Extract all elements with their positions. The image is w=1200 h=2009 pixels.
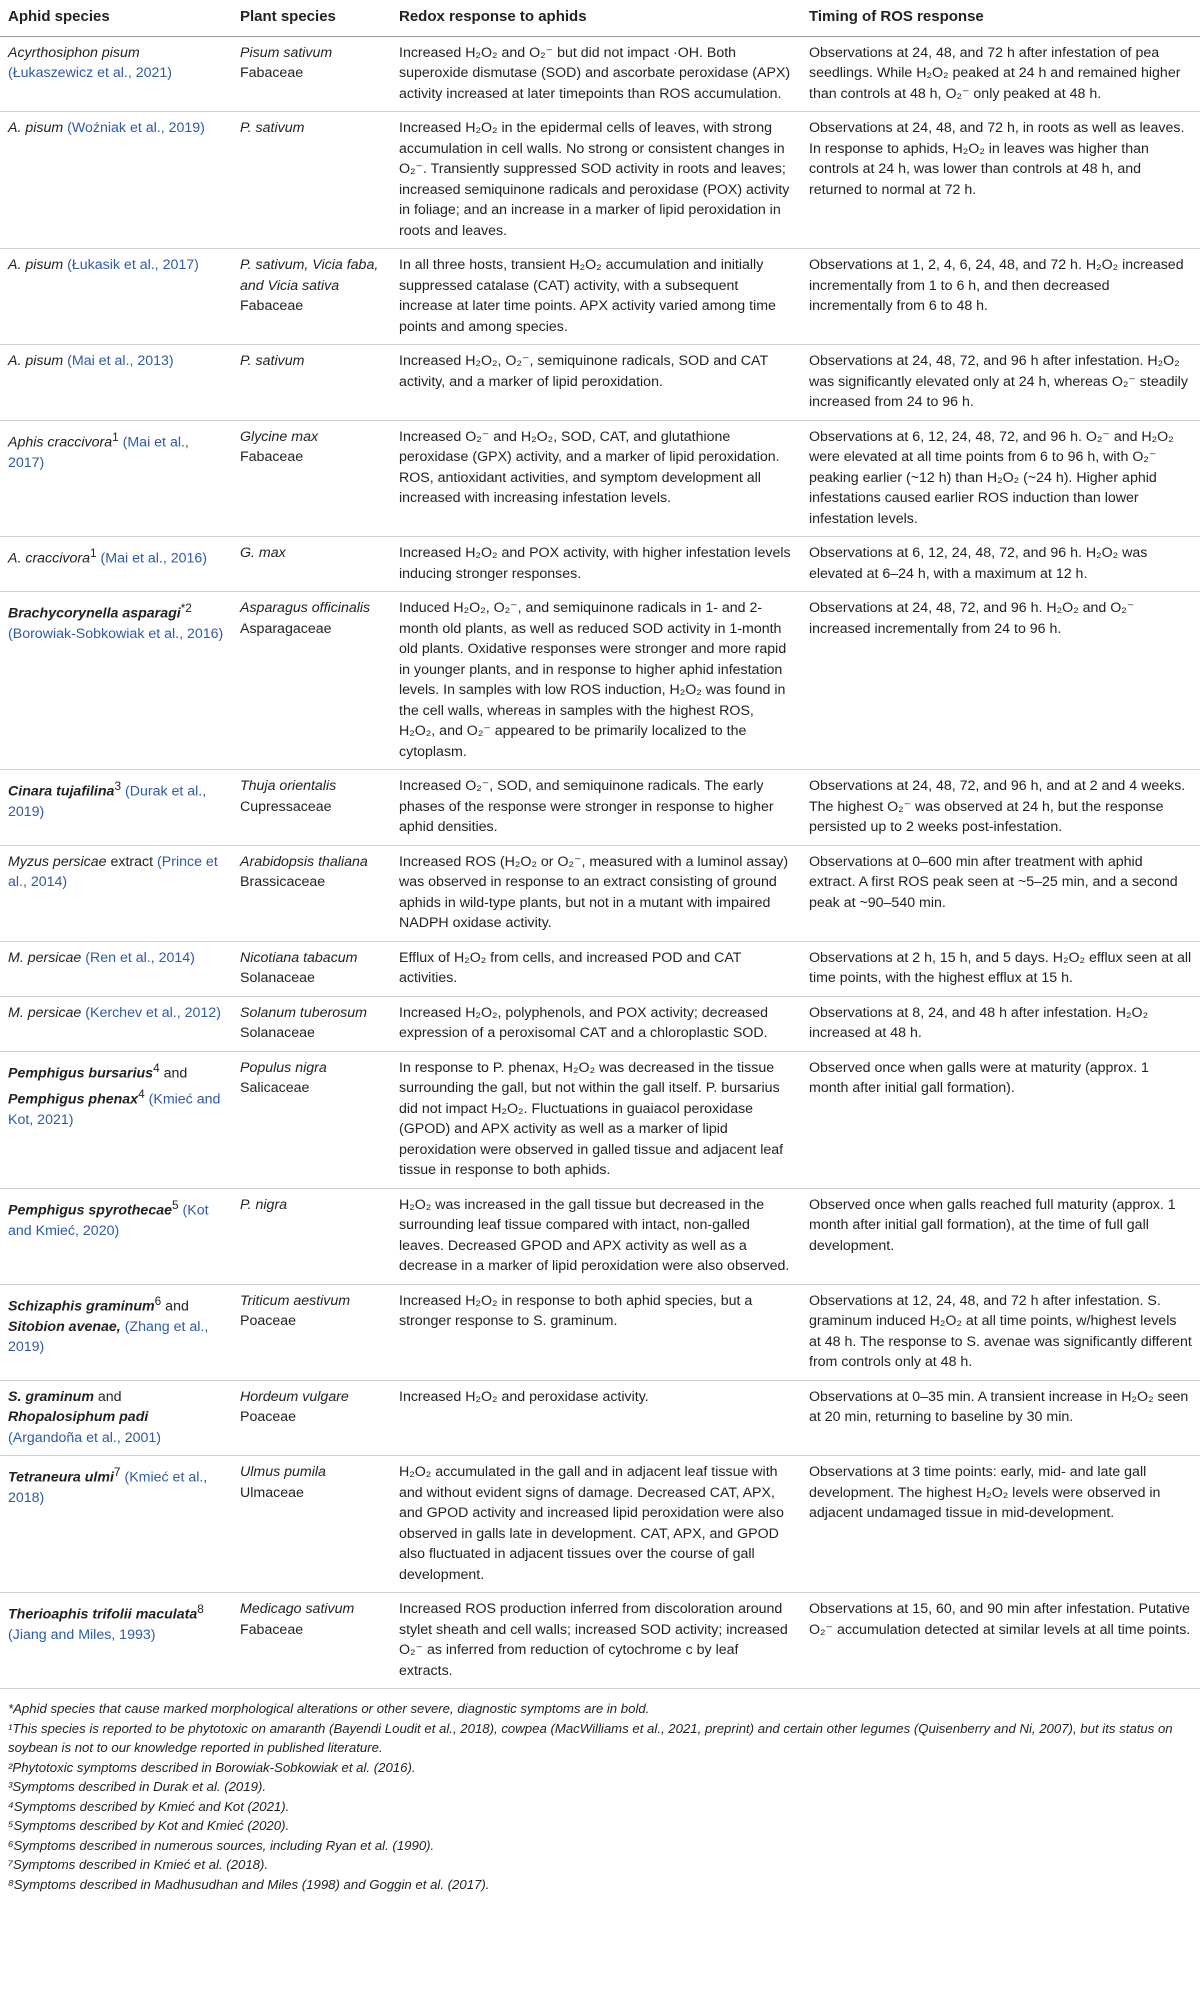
table-row: [0, 1456, 1200, 1593]
aphid-cell: [0, 996, 232, 1051]
aphid-cell: Schizaphis graminum$^6$ and Sitobion avenae, (Zhang et al., 2019): [0, 1284, 232, 1380]
table-row: [0, 1284, 1200, 1380]
aphid-species: A. craccivora: [8, 550, 90, 567]
timing-cell: Observations at 24, 48, and 72 h, in roots as well as leaves. In response to aphids, H₂O₂ in leaves was higher than controls at 24 h, was lower than controls at 48 h, and returned to normal at 72 h.: [801, 112, 1200, 249]
aphid-cell: [0, 1188, 232, 1284]
table-row: [0, 1593, 1200, 1689]
aphid-species: Pemphigus spyrothecae: [8, 1202, 172, 1219]
aphid-cell: [0, 537, 232, 592]
aphid-species: Aphis craccivora: [8, 434, 113, 451]
redox-cell: Increased ROS production inferred from discoloration around stylet sheath and cell walls; increased SOD activity; increased O₂⁻ as inferred from reduction of cytochrome c by leaf extracts.: [391, 1593, 801, 1689]
table-row: [0, 249, 1200, 345]
timing-cell: Observations at 0–600 min after treatment with aphid extract. A first ROS peak seen at ~5–25 min, and a second peak at ~90–540 min.: [801, 845, 1200, 941]
footnote: ³Symptoms described in Durak et al. (2019).: [8, 1779, 266, 1794]
citation[interactable]: (Zhang et al., 2019): [8, 1318, 209, 1356]
aphid-cell: [0, 770, 232, 846]
plant-cell: [232, 249, 391, 345]
aphid-cell: [0, 845, 232, 941]
plant-cell: [232, 996, 391, 1051]
aphid-cell: [0, 36, 232, 112]
plant-family: Fabaceae: [240, 65, 304, 81]
header-redox: Redox response to aphids: [391, 0, 801, 36]
redox-cell: Increased H₂O₂ in the epidermal cells of leaves, with strong accumulation in cell walls. No strong or consistent changes in O₂⁻. Transiently suppressed SOD activity in roots and leaves; increased semiquinone radicals and peroxidase (POX) activity in foliage; and an increase in a marker of lipid peroxidation in roots and leaves.: [391, 112, 801, 249]
aphid-cell: [0, 1456, 232, 1593]
plant-species: Populus nigra: [240, 1059, 327, 1076]
redox-cell: Increased O₂⁻ and H₂O₂, SOD, CAT, and glutathione peroxidase (GPX) activity, and a marker of lipid peroxidation. ROS, antioxidant activities, and symptom development all increased with increasing infestation levels.: [391, 420, 801, 537]
footnote-marker: 1: [90, 546, 97, 560]
plant-species: Ulmus pumila: [240, 1464, 326, 1480]
plant-cell: [232, 537, 391, 592]
citation[interactable]: (Mai et al., 2013): [67, 353, 174, 369]
plant-cell: [232, 1051, 391, 1188]
plant-family: Solanaceae: [240, 970, 315, 986]
citation[interactable]: (Mai et al., 2016): [100, 550, 208, 567]
aphid-species: A. pisum: [8, 257, 64, 273]
table-row: [0, 592, 1200, 770]
plant-cell: [232, 420, 391, 537]
table-row: [0, 996, 1200, 1051]
redox-cell: Induced H₂O₂, O₂⁻, and semiquinone radicals in 1- and 2-month old plants, as well as reduced SOD activity in 1-month old plants. Oxidative responses were stronger and more rapid in younger plants, and in response to higher aphid infestation levels. In samples with low ROS induction, H₂O₂ was found in the cell walls, whereas in samples with the highest ROS, H₂O₂, and O₂⁻ appeared to be primarily localized to the cytoplasm.: [391, 592, 801, 770]
footnote: ⁸Symptoms described in Madhusudhan and Miles (1998) and Goggin et al. (2017).: [8, 1876, 490, 1892]
table-row: [0, 112, 1200, 249]
aphid-extra: extract: [106, 853, 154, 870]
redox-cell: H₂O₂ accumulated in the gall and in adjacent leaf tissue with and without evident signs of damage. Decreased CAT, APX, and GPOD activity and increased lipid peroxidation were also observed in galls late in development. CAT, APX, and GPOD also fluctuated in adjacent tissues over the course of gall development.: [391, 1456, 801, 1593]
timing-cell: Observations at 2 h, 15 h, and 5 days. H₂O₂ efflux seen at all time points, with the highest efflux at 15 h.: [801, 941, 1200, 996]
table-row: [0, 770, 1200, 846]
footnote-marker: 4: [138, 1086, 145, 1101]
footnote: ¹This species is reported to be phytotoxic on amaranth (Bayendi Loudit et al., 2018), cowpea (MacWilliams et al., 2021, preprint) and certain other legumes (Quisenberry and Ni, 2007), but its status on soybean is not to our knowledge reported in published literature.: [8, 1720, 1173, 1755]
plant-family: Brassicaceae: [240, 874, 326, 890]
timing-cell: Observed once when galls were at maturity (approx. 1 month after initial gall formation).: [801, 1051, 1200, 1188]
plant-species: G. max: [240, 545, 286, 561]
redox-cell: Increased H₂O₂ and O₂⁻ but did not impact ·OH. Both superoxide dismutase (SOD) and ascorbate peroxidase (APX) activity increased at later timepoints than ROS accumulation.: [391, 36, 801, 112]
plant-cell: [232, 1188, 391, 1284]
plant-species: Hordeum vulgare: [240, 1388, 349, 1405]
footnote: ⁶Symptoms described in numerous sources, including Ryan et al. (1990).: [8, 1837, 435, 1853]
redox-cell: Increased H₂O₂ and peroxidase activity.: [391, 1380, 801, 1456]
plant-family: Poaceae: [240, 1313, 297, 1329]
citation[interactable]: (Kmieć and Kot, 2021): [8, 1091, 221, 1128]
plant-cell: [232, 770, 391, 846]
citation[interactable]: (Łukasik et al., 2017): [67, 257, 199, 273]
plant-family: Asparagaceae: [240, 620, 332, 637]
aphid-species: Myzus persicae: [8, 853, 107, 870]
footnote-marker: 1: [112, 429, 119, 444]
table-row: [0, 1380, 1200, 1456]
plant-cell: [232, 1380, 391, 1456]
plant-species: Glycine max: [240, 428, 319, 445]
redox-cell: In all three hosts, transient H₂O₂ accumulation and initially suppressed catalase (CAT) activity, with a subsequent increase at later time points. APX activity varied among time points and among species.: [391, 249, 801, 345]
plant-family: Poaceae: [240, 1409, 297, 1425]
aphid-species-second: Pemphigus phenax: [8, 1091, 139, 1108]
redox-cell: In response to P. phenax, H₂O₂ was decreased in the tissue surrounding the gall, but not within the gall itself. P. bursarius did not impact H₂O₂. Fluctuations in guaiacol peroxidase (GPOD) and APX activity as well as a marker of lipid peroxidation were observed in galled tissue and adjacent leaf tissue in response to both aphids.: [391, 1051, 801, 1188]
timing-cell: Observations at 24, 48, 72, and 96 h. H₂O₂ and O₂⁻ increased incrementally from 24 to 96 h.: [801, 592, 1200, 770]
plant-family: Fabaceae: [240, 1621, 304, 1638]
citation[interactable]: (Mai et al., 2017): [8, 434, 189, 471]
citation[interactable]: (Argandoña et al., 2001): [8, 1429, 162, 1446]
aphid-species: Brachycorynella asparagi: [8, 605, 181, 622]
aphid-cell: Pemphigus bursarius$^4$ and Pemphigus phenax$^4$ (Kmieć and Kot, 2021): [0, 1051, 232, 1188]
footnote-marker: 3: [114, 779, 122, 793]
citation[interactable]: (Jiang and Miles, 1993): [8, 1627, 156, 1644]
table-row: [0, 36, 1200, 112]
aphid-cell: [0, 941, 232, 996]
redox-cell: Increased O₂⁻, SOD, and semiquinone radicals. The early phases of the response were stronger in response to higher aphid densities.: [391, 770, 801, 846]
table-row: [0, 941, 1200, 996]
aphid-species: M. persicae: [8, 949, 82, 966]
plant-cell: [232, 941, 391, 996]
aphid-cell: [0, 249, 232, 345]
aphid-cell: [0, 592, 232, 770]
plant-species: P. sativum, Vicia faba, and Vicia sativa: [240, 257, 379, 294]
header-row: [0, 0, 1200, 36]
aphid-species: A. pisum: [8, 353, 64, 369]
table-row: [0, 420, 1200, 537]
plant-cell: [232, 345, 391, 421]
plant-species: Pisum sativum: [240, 44, 333, 61]
aphid-cell: [0, 112, 232, 249]
citation[interactable]: (Kerchev et al., 2012): [85, 1004, 221, 1021]
aphid-species: Schizaphis graminum: [8, 1298, 155, 1315]
table-row: [0, 845, 1200, 941]
header-timing: Timing of ROS response: [801, 0, 1200, 36]
plant-species: Arabidopsis thaliana: [240, 853, 368, 870]
aphid-species: Acyrthosiphon pisum: [8, 44, 140, 61]
plant-species: P. nigra: [240, 1196, 288, 1213]
citation[interactable]: (Borowiak-Sobkowiak et al., 2016): [8, 626, 224, 643]
aphid-species: Tetraneura ulmi: [8, 1469, 114, 1486]
plant-cell: [232, 1456, 391, 1593]
footnote: ²Phytotoxic symptoms described in Borowiak-Sobkowiak et al. (2016).: [8, 1759, 416, 1775]
header-aphid: Aphid species: [0, 0, 232, 36]
table-row: [0, 1051, 1200, 1188]
aphid-species: S. graminum: [8, 1388, 94, 1405]
table-body: [0, 36, 1200, 1689]
redox-cell: Increased H₂O₂, O₂⁻, semiquinone radicals, SOD and CAT activity, and a marker of lipid peroxidation.: [391, 345, 801, 421]
footnote: ⁵Symptoms described by Kot and Kmieć (2020).: [8, 1818, 290, 1833]
plant-family: Salicaceae: [240, 1080, 310, 1096]
plant-cell: [232, 592, 391, 770]
aphid-species: A. pisum: [8, 120, 64, 136]
citation[interactable]: (Ren et al., 2014): [85, 949, 195, 966]
plant-family: Fabaceae: [240, 298, 304, 314]
plant-cell: [232, 36, 391, 112]
timing-cell: Observations at 24, 48, and 72 h after infestation of pea seedlings. While H₂O₂ peaked at 24 h and remained higher than controls at 48 h, O₂⁻ only peaked at 48 h.: [801, 36, 1200, 112]
table-row: [0, 1188, 1200, 1284]
plant-cell: [232, 112, 391, 249]
plant-species: P. sativum: [240, 120, 305, 136]
plant-family: Cupressaceae: [240, 798, 332, 815]
plant-species: Solanum tuberosum: [240, 1004, 367, 1021]
plant-family: Fabaceae: [240, 449, 304, 465]
plant-cell: [232, 1284, 391, 1380]
redox-cell: Increased H₂O₂ in response to both aphid species, but a stronger response to S. graminum.: [391, 1284, 801, 1380]
footnote: ⁷Symptoms described in Kmieć et al. (2018).: [8, 1857, 269, 1872]
table-row: [0, 537, 1200, 592]
plant-cell: [232, 1593, 391, 1689]
plant-species: P. sativum: [240, 353, 305, 369]
timing-cell: Observations at 12, 24, 48, and 72 h after infestation. S. graminum induced H₂O₂ at all time points, w/highest levels at 48 h. The response to S. avenae was significantly different from controls only at 48 h.: [801, 1284, 1200, 1380]
plant-species: Nicotiana tabacum: [240, 949, 358, 966]
redox-cell: H₂O₂ was increased in the gall tissue but decreased in the surrounding leaf tissue compared with intact, non-galled leaves. Decreased GPOD and APX activity as well as a decrease in a marker of lipid peroxidation were also observed.: [391, 1188, 801, 1284]
citation[interactable]: (Durak et al., 2019): [8, 783, 207, 821]
table-row: [0, 345, 1200, 421]
plant-species: Triticum aestivum: [240, 1292, 351, 1309]
plant-family: Solanaceae: [240, 1025, 315, 1041]
citation[interactable]: (Prince et al., 2014): [8, 853, 218, 890]
citation[interactable]: (Kmieć et al., 2018): [8, 1469, 208, 1507]
footnote-marker: 8: [197, 1602, 204, 1616]
timing-cell: Observations at 3 time points: early, mid- and late gall development. The highest H₂O₂ levels were observed in adjacent undamaged tissue in mid-development.: [801, 1456, 1200, 1593]
redox-cell: Increased ROS (H₂O₂ or O₂⁻, measured with a luminol assay) was observed in response to an extract consisting of ground aphids in wild-type plants, but not in a mutant with impaired NADPH oxidase activity.: [391, 845, 801, 941]
timing-cell: Observations at 0–35 min. A transient increase in H₂O₂ seen at 20 min, returning to baseline by 30 min.: [801, 1380, 1200, 1456]
aphid-cell: [0, 1593, 232, 1689]
footnote: *Aphid species that cause marked morphological alterations or other severe, diagnostic symptoms are in bold.: [8, 1701, 650, 1716]
aphid-cell: [0, 345, 232, 421]
citation[interactable]: (Woźniak et al., 2019): [67, 120, 205, 136]
footnote-marker: 5: [172, 1197, 179, 1212]
aphid-cell: S. graminum and Rhopalosiphum padi (Argandoña et al., 2001): [0, 1380, 232, 1456]
plant-family: Ulmaceae: [240, 1484, 304, 1501]
citation[interactable]: (Kot and Kmieć, 2020): [8, 1202, 209, 1239]
aphid-species-second: Rhopalosiphum padi: [8, 1409, 149, 1425]
redox-cell: Increased H₂O₂ and POX activity, with higher infestation levels inducing stronger responses.: [391, 537, 801, 592]
aphid-species: M. persicae: [8, 1004, 82, 1021]
aphid-species: Cinara tujafilina: [8, 783, 115, 800]
footnote-marker: 7: [113, 1465, 121, 1479]
aphid-species-second: Sitobion avenae,: [8, 1318, 121, 1335]
footnote: ⁴Symptoms described by Kmieć and Kot (2021).: [8, 1798, 290, 1814]
aphid-species: Pemphigus bursarius: [8, 1065, 154, 1082]
redox-cell: Efflux of H₂O₂ from cells, and increased POD and CAT activities.: [391, 941, 801, 996]
plant-species: Asparagus officinalis: [240, 600, 371, 616]
plant-species: Medicago sativum: [240, 1601, 355, 1617]
aphid-cell: [0, 420, 232, 537]
plant-species: Thuja orientalis: [240, 778, 337, 794]
timing-cell: Observed once when galls reached full maturity (approx. 1 month after initial gall formation), at the time of full gall development.: [801, 1188, 1200, 1284]
timing-cell: Observations at 24, 48, 72, and 96 h after infestation. H₂O₂ was significantly elevated only at 24 h, whereas O₂⁻ steadily increased from 24 to 96 h.: [801, 345, 1200, 421]
redox-cell: Increased H₂O₂, polyphenols, and POX activity; decreased expression of a peroxisomal CAT and a chloroplastic SOD.: [391, 996, 801, 1051]
timing-cell: Observations at 15, 60, and 90 min after infestation. Putative O₂⁻ accumulation detected at similar levels at all time points.: [801, 1593, 1200, 1689]
aphid-species: Therioaphis trifolii maculata: [8, 1606, 198, 1623]
timing-cell: Observations at 8, 24, and 48 h after infestation. H₂O₂ increased at 48 h.: [801, 996, 1200, 1051]
timing-cell: Observations at 6, 12, 24, 48, 72, and 96 h. H₂O₂ was elevated at 6–24 h, with a maximum at 12 h.: [801, 537, 1200, 592]
citation[interactable]: (Łukaszewicz et al., 2021): [8, 65, 173, 81]
timing-cell: Observations at 24, 48, 72, and 96 h, and at 2 and 4 weeks. The highest O₂⁻ was observed at 24 h, but the response persisted up to 2 weeks post-infestation.: [801, 770, 1200, 846]
footnotes: [0, 1689, 1200, 1894]
header-plant: Plant species: [232, 0, 391, 36]
footnote-marker: 4: [153, 1060, 160, 1075]
footnote-marker: *2: [180, 601, 192, 615]
timing-cell: Observations at 6, 12, 24, 48, 72, and 96 h. O₂⁻ and H₂O₂ were elevated at all time points from 6 to 96 h, with O₂⁻ peaking earlier (~12 h) than H₂O₂ (~24 h). Higher aphid infestations caused earlier ROS induction than lower infestation levels.: [801, 420, 1200, 537]
timing-cell: Observations at 1, 2, 4, 6, 24, 48, and 72 h. H₂O₂ increased incrementally from 1 to 6 h, and then decreased incrementally from 6 to 48 h.: [801, 249, 1200, 345]
footnote-marker: 6: [154, 1293, 162, 1308]
plant-cell: [232, 845, 391, 941]
